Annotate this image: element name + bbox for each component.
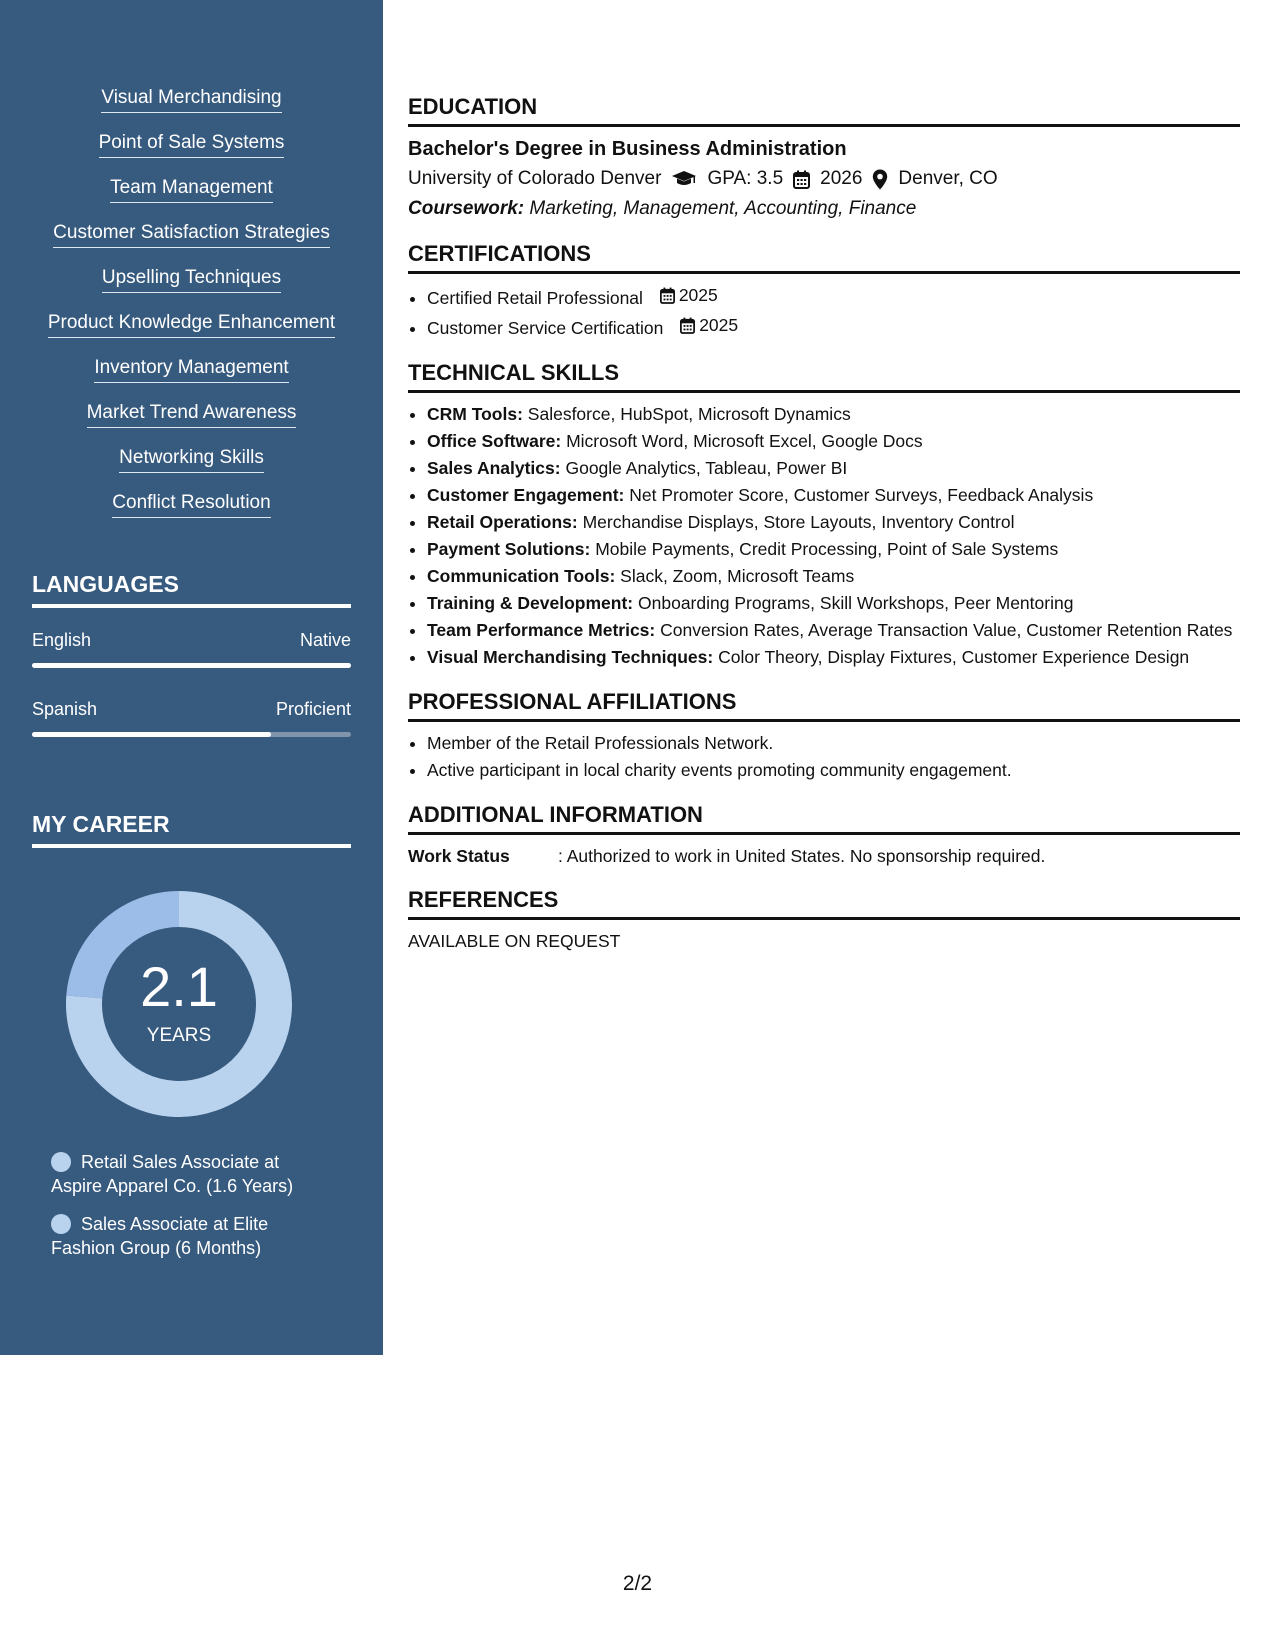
section-title: PROFESSIONAL AFFILIATIONS bbox=[408, 689, 1240, 722]
section-title: CERTIFICATIONS bbox=[408, 241, 1240, 274]
tech-skill-label: Communication Tools: bbox=[427, 566, 616, 586]
skill-item bbox=[0, 131, 383, 176]
graduation-cap-icon bbox=[671, 170, 697, 188]
tech-skill-item bbox=[427, 509, 1240, 536]
certification-date: 2025 bbox=[660, 282, 718, 309]
skills-list bbox=[0, 86, 383, 536]
work-status-row bbox=[408, 843, 1240, 869]
career-heading: MY CAREER bbox=[32, 811, 351, 848]
career-total-unit: YEARS bbox=[146, 1025, 212, 1046]
calendar-icon bbox=[680, 317, 695, 334]
page-number: 2/2 bbox=[622, 1572, 653, 1595]
skill-label[interactable]: Visual Merchandising bbox=[101, 86, 281, 113]
tech-skill-value: Google Analytics, Tableau, Power BI bbox=[565, 458, 848, 478]
tech-skill-value: Salesforce, HubSpot, Microsoft Dynamics bbox=[527, 404, 851, 424]
tech-skill-value: Slack, Zoom, Microsoft Teams bbox=[620, 566, 855, 586]
skill-item bbox=[0, 446, 383, 491]
career-item bbox=[51, 1150, 321, 1198]
career-item-text: Sales Associate at Elite Fashion Group (6 Months) bbox=[51, 1214, 269, 1258]
skill-label[interactable]: Conflict Resolution bbox=[112, 491, 270, 518]
skill-item bbox=[0, 86, 383, 131]
certification-date: 2025 bbox=[680, 312, 738, 339]
language-level: Proficient bbox=[275, 699, 351, 719]
tech-skill-label: CRM Tools: bbox=[427, 404, 523, 424]
skill-item bbox=[0, 221, 383, 266]
school-name: University of Colorado Denver bbox=[408, 168, 662, 189]
language-proficiency-bar bbox=[32, 732, 351, 737]
education-details bbox=[408, 163, 1240, 195]
tech-skill-item bbox=[427, 617, 1240, 644]
certification-item bbox=[427, 282, 1240, 312]
legend-dot bbox=[51, 1152, 71, 1172]
skill-label[interactable]: Inventory Management bbox=[94, 356, 288, 383]
skill-label[interactable]: Point of Sale Systems bbox=[99, 131, 285, 158]
coursework bbox=[408, 195, 1240, 223]
tech-skill-label: Retail Operations: bbox=[427, 512, 578, 532]
work-status-value: : Authorized to work in United States. No sponsorship required. bbox=[558, 846, 1046, 866]
certifications-section bbox=[408, 241, 1240, 342]
tech-skill-value: Conversion Rates, Average Transaction Value, Customer Retention Rates bbox=[660, 620, 1233, 640]
work-status-label: Work Status bbox=[408, 846, 510, 866]
section-title: TECHNICAL SKILLS bbox=[408, 360, 1240, 393]
tech-skill-item bbox=[427, 482, 1240, 509]
skill-item bbox=[0, 266, 383, 311]
tech-skill-label: Payment Solutions: bbox=[427, 539, 591, 559]
references-text: AVAILABLE ON REQUEST bbox=[408, 931, 621, 951]
skill-item bbox=[0, 176, 383, 221]
tech-skill-item bbox=[427, 455, 1240, 482]
career-item-text: Retail Sales Associate at Aspire Apparel Co. (1.6 Years) bbox=[51, 1152, 294, 1196]
sidebar bbox=[0, 0, 383, 1355]
career-total-years: 2.1 bbox=[140, 955, 218, 1018]
references-section bbox=[408, 887, 1240, 954]
tech-skill-value: Merchandise Displays, Store Layouts, Inventory Control bbox=[582, 512, 1015, 532]
tech-skill-label: Training & Development: bbox=[427, 593, 634, 613]
additional-info-section bbox=[408, 802, 1240, 869]
language-proficiency-fill bbox=[32, 732, 271, 737]
skill-label[interactable]: Upselling Techniques bbox=[102, 266, 281, 293]
tech-skill-item bbox=[427, 644, 1240, 671]
skill-item bbox=[0, 401, 383, 446]
certification-name: Certified Retail Professional bbox=[427, 288, 643, 308]
tech-skill-value: Microsoft Word, Microsoft Excel, Google Docs bbox=[566, 431, 923, 451]
affiliation-item: • Member of the Retail Professionals Network. bbox=[427, 730, 1240, 757]
section-title: ADDITIONAL INFORMATION bbox=[408, 802, 1240, 835]
legend-dot bbox=[51, 1214, 71, 1234]
language-english bbox=[32, 630, 351, 668]
language-name: Spanish bbox=[32, 699, 98, 719]
tech-skill-item bbox=[427, 536, 1240, 563]
certification-name: Customer Service Certification bbox=[427, 318, 664, 338]
coursework-label: Coursework: bbox=[408, 198, 525, 219]
career-donut-chart bbox=[66, 891, 292, 1117]
skill-item bbox=[0, 356, 383, 401]
language-level: Native bbox=[299, 630, 351, 650]
degree-title: Bachelor's Degree in Business Administration bbox=[408, 138, 847, 160]
tech-skill-value: Onboarding Programs, Skill Workshops, Peer Mentoring bbox=[638, 593, 1074, 613]
affiliation-item: • Active participant in local charity events promoting community engagement. bbox=[427, 757, 1240, 784]
section-title: REFERENCES bbox=[408, 887, 1240, 920]
tech-skill-item bbox=[427, 428, 1240, 455]
calendar-icon bbox=[793, 170, 810, 189]
language-spanish bbox=[32, 699, 351, 737]
calendar-icon bbox=[660, 287, 675, 304]
languages-heading: LANGUAGES bbox=[32, 571, 351, 608]
skill-label[interactable]: Networking Skills bbox=[119, 446, 264, 473]
skill-label[interactable]: Product Knowledge Enhancement bbox=[48, 311, 335, 338]
skill-label[interactable]: Market Trend Awareness bbox=[87, 401, 297, 428]
graduation-year: 2026 bbox=[820, 168, 863, 189]
skill-label[interactable]: Customer Satisfaction Strategies bbox=[53, 221, 330, 248]
tech-skill-item bbox=[427, 563, 1240, 590]
career-item bbox=[51, 1212, 321, 1260]
language-proficiency-fill bbox=[32, 663, 351, 668]
education-section bbox=[408, 94, 1240, 223]
technical-skills-section bbox=[408, 360, 1240, 671]
skill-item bbox=[0, 491, 383, 536]
tech-skill-label: Office Software: bbox=[427, 431, 562, 451]
main-content bbox=[408, 94, 1240, 972]
affiliations-section bbox=[408, 689, 1240, 784]
tech-skill-label: Visual Merchandising Techniques: bbox=[427, 647, 714, 667]
gpa: GPA: 3.5 bbox=[707, 168, 784, 189]
tech-skill-item bbox=[427, 401, 1240, 428]
coursework-list: Marketing, Management, Accounting, Finance bbox=[529, 198, 917, 219]
language-name: English bbox=[32, 630, 92, 650]
education-location: Denver, CO bbox=[898, 168, 998, 189]
tech-skill-value: Net Promoter Score, Customer Surveys, Feedback Analysis bbox=[629, 485, 1094, 505]
tech-skill-value: Mobile Payments, Credit Processing, Point of Sale Systems bbox=[595, 539, 1059, 559]
skill-label[interactable]: Team Management bbox=[110, 176, 273, 203]
location-pin-icon bbox=[872, 169, 888, 190]
section-title: EDUCATION bbox=[408, 94, 1240, 127]
skill-item bbox=[0, 311, 383, 356]
tech-skill-label: Team Performance Metrics: bbox=[427, 620, 656, 640]
tech-skill-label: Customer Engagement: bbox=[427, 485, 625, 505]
tech-skill-value: Color Theory, Display Fixtures, Customer Experience Design bbox=[718, 647, 1190, 667]
tech-skill-label: Sales Analytics: bbox=[427, 458, 561, 478]
language-proficiency-bar bbox=[32, 663, 351, 668]
tech-skill-item bbox=[427, 590, 1240, 617]
certification-item bbox=[427, 312, 1240, 342]
